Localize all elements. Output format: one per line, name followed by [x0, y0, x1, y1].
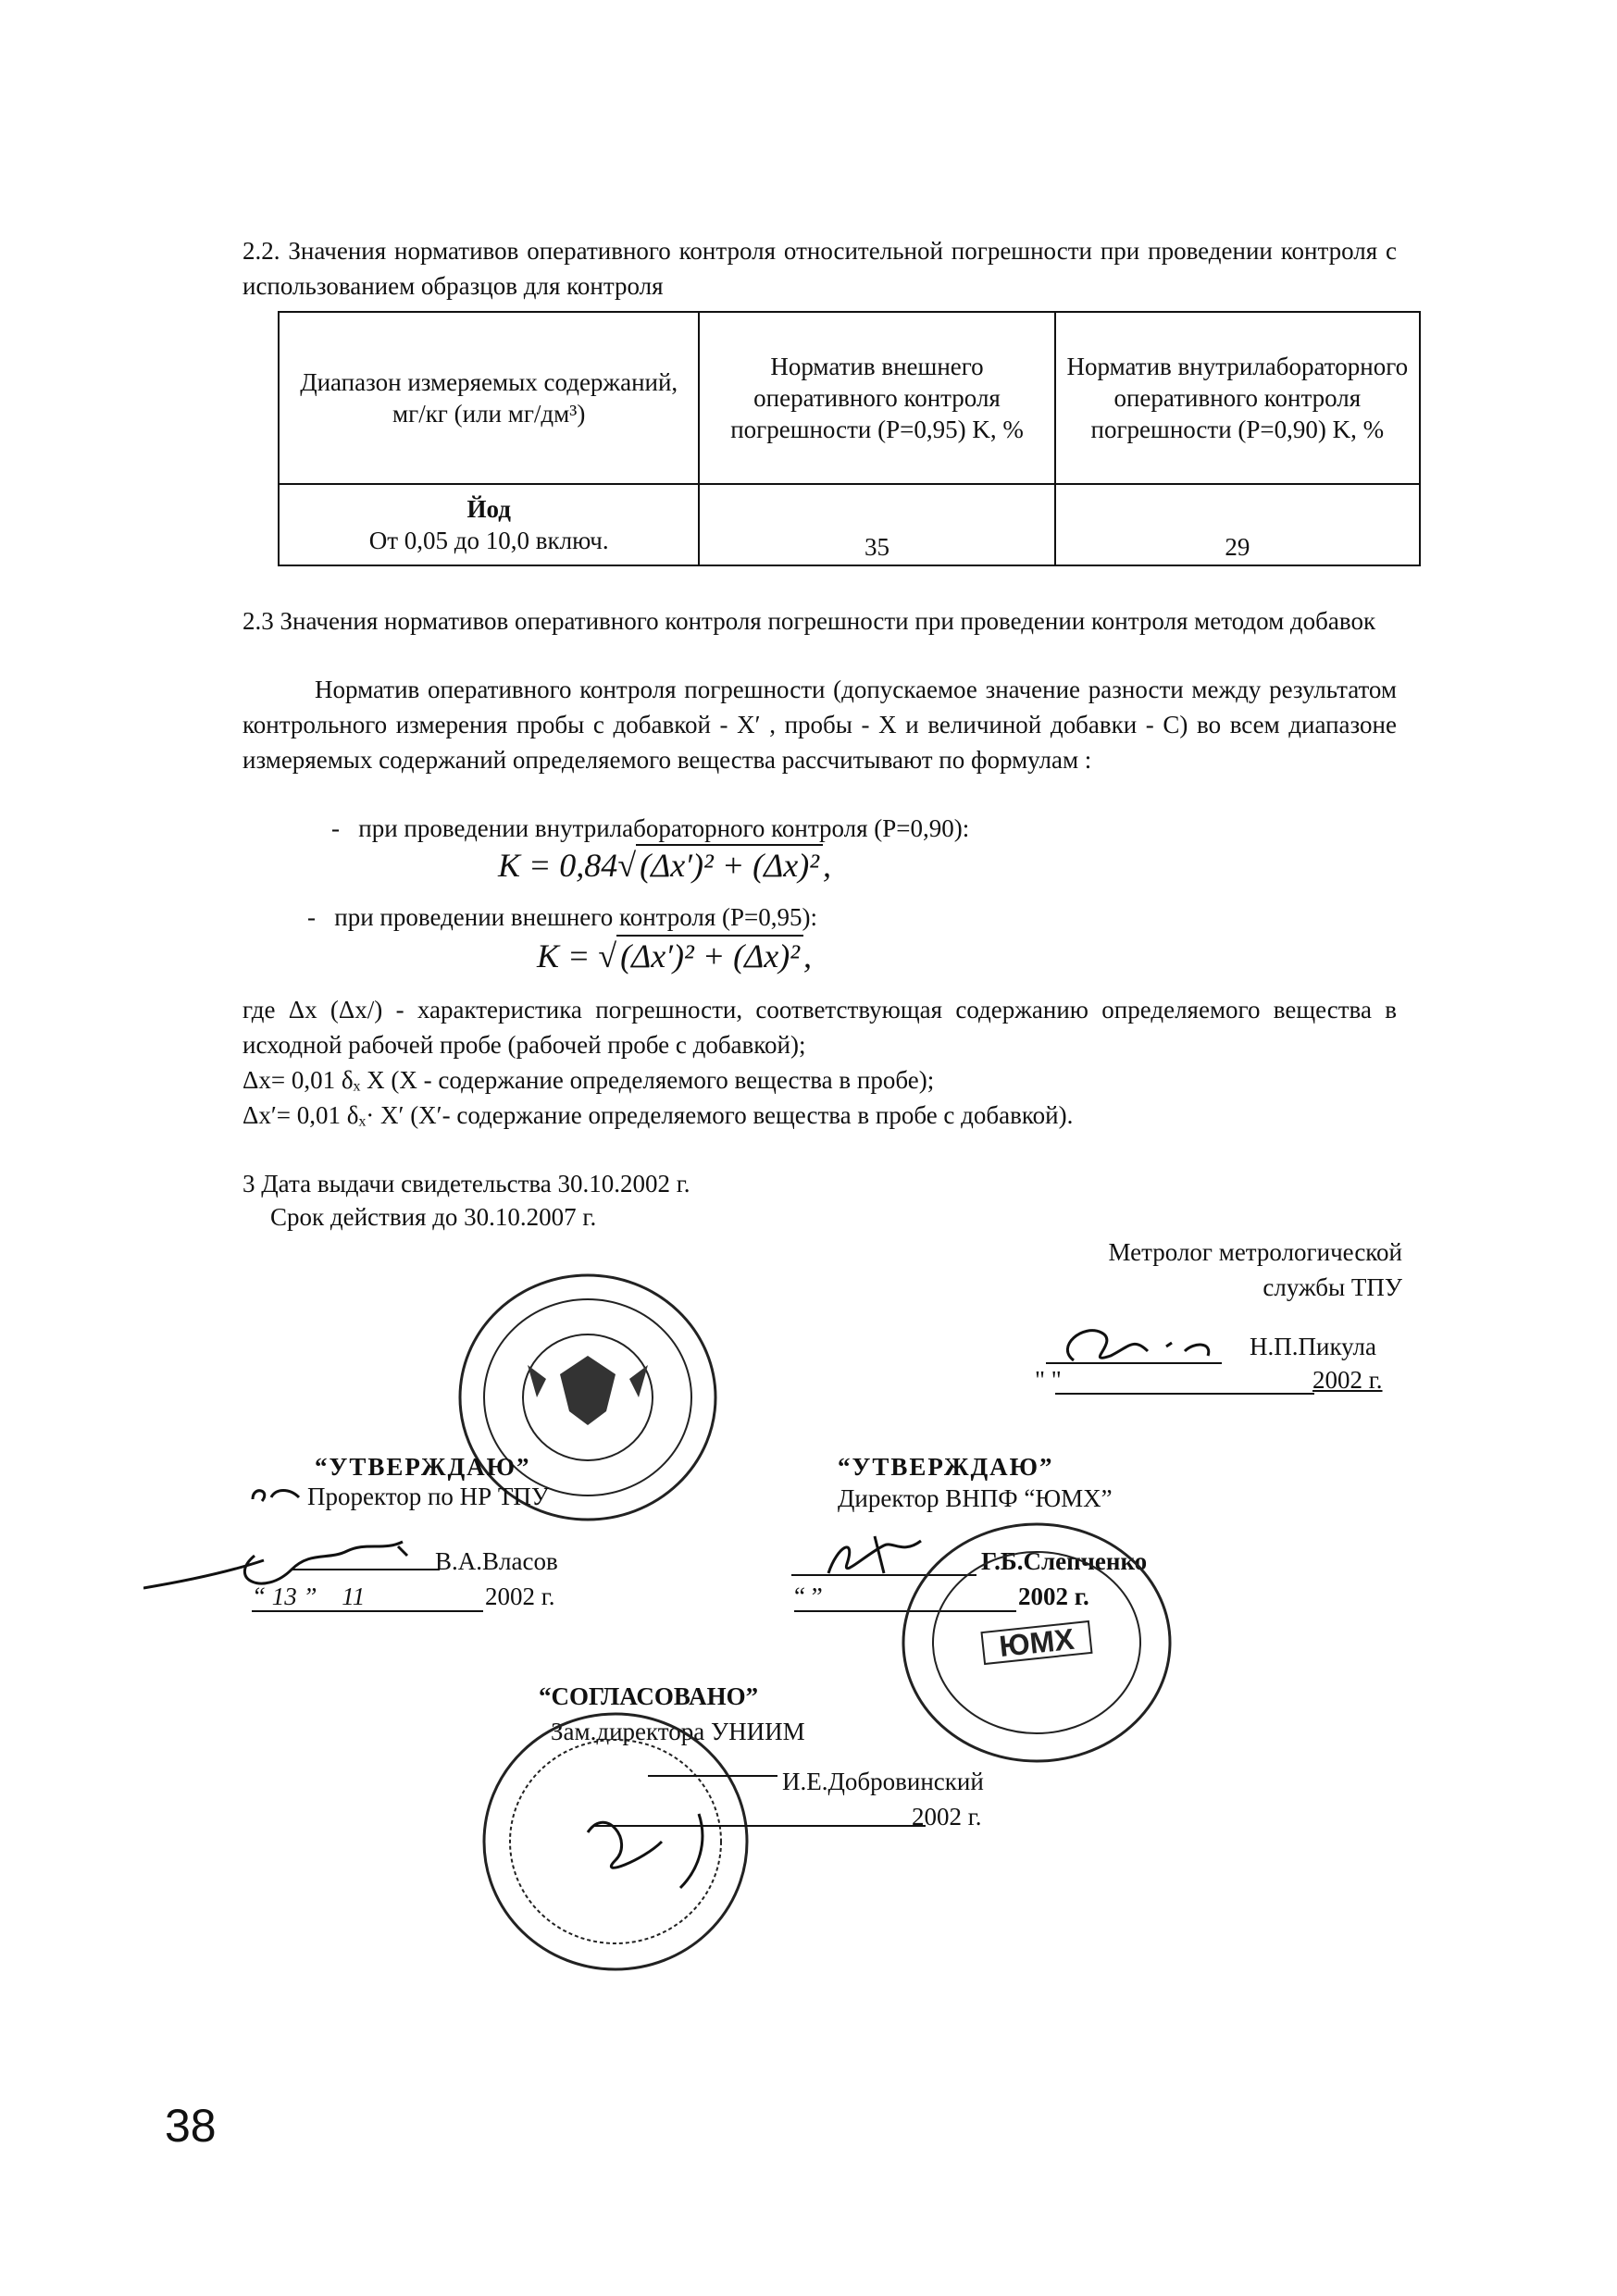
- yumkh-stamp: [898, 1518, 1175, 1768]
- valid-until: Срок действия до 30.10.2007 г.: [270, 1203, 597, 1231]
- row-external-value: 35: [699, 484, 1054, 565]
- approve-left-day: “ 13 ”: [252, 1582, 317, 1610]
- approve-left-date: [252, 1579, 365, 1614]
- approve-left-month: 11: [342, 1582, 366, 1610]
- metrologist-name: Н.П.Пикула: [1250, 1333, 1376, 1360]
- agreed-year: 2002 г.: [912, 1803, 982, 1831]
- approve-right-date-quotes: “ ”: [794, 1582, 823, 1610]
- bullet-external-text: при проведении внешнего контроля (P=0,95):: [334, 903, 818, 931]
- section-2-3-heading: 2.3 Значения нормативов оперативного контроля погрешности при проведении контроля методом добавок: [243, 607, 1376, 635]
- bullet-internal: [331, 811, 969, 846]
- where-text: где Δx (Δx/) - характеристика погрешности, соответствующая содержанию определяемого вещества в исходной рабочей пробе (рабочей пробе с добавкой);: [243, 996, 1397, 1059]
- metrologist-date-line: [1055, 1393, 1314, 1395]
- uniim-stamp: [477, 1703, 773, 1980]
- bullet-dash: -: [307, 903, 335, 931]
- approve-left-name: В.А.Власов: [435, 1547, 558, 1575]
- metrologist-signature: [1046, 1319, 1222, 1374]
- delta-x-prime: Δx′= 0,01 δₓ· X′ (X′- содержание определяемого вещества в пробе с добавкой).: [243, 1101, 1074, 1129]
- agreed-signature-line: [648, 1775, 777, 1777]
- approve-right-name: Г.Б.Слепченко: [981, 1547, 1148, 1575]
- approve-left-heading: “УТВЕРЖДАЮ”: [315, 1453, 531, 1481]
- approve-right-position: Директор ВНПФ “ЮМХ”: [838, 1484, 1113, 1512]
- formula-external: [537, 935, 812, 975]
- approve-left-position: Проректор по НР ТПУ: [307, 1483, 550, 1510]
- bullet-external: [307, 900, 817, 935]
- approve-right-heading: “УТВЕРЖДАЮ”: [838, 1453, 1054, 1481]
- bullet-dash: -: [331, 814, 359, 842]
- approve-right-year: 2002 г.: [1018, 1582, 1089, 1610]
- row-range-cell: [279, 484, 699, 565]
- col-internal-header: Норматив внутрилабораторного оперативного контроля погрешности (P=0,90) K, %: [1055, 312, 1420, 484]
- row-substance: Йод: [466, 495, 511, 523]
- formula-internal: [498, 844, 831, 885]
- col-range-header: Диапазон измеряемых содержаний, мг/кг (или мг/дм³): [279, 312, 699, 484]
- metrologist-title: [963, 1235, 1402, 1305]
- norm-table: [278, 311, 1421, 566]
- formula-internal-prefix: K = 0,84: [498, 847, 618, 884]
- row-internal-value: 29: [1055, 484, 1420, 565]
- section-2-3-paragraph: Норматив оперативного контроля погрешности (допускаемое значение разности между результатом контрольного измерения пробы с добавкой - X′ , пробы - X и величиной добавки - С) во всем диапазоне измеряемых содержаний определяемого вещества рассчитывают по формулам :: [243, 676, 1397, 774]
- agreed-position: Зам.директора УНИИМ: [551, 1718, 805, 1745]
- sqrt-sign: √: [617, 847, 637, 884]
- agreed-name: И.Е.Добровинский: [782, 1768, 984, 1795]
- table-row: [279, 484, 1420, 565]
- svg-text:ЮМХ: ЮМХ: [997, 1621, 1076, 1664]
- table-header-row: [279, 312, 1420, 484]
- metrologist-title-line2: службы ТПУ: [1263, 1273, 1402, 1301]
- formula-external-prefix: K =: [537, 937, 591, 974]
- section-2-2-heading: 2.2. Значения нормативов оперативного контроля относительной погрешности при проведении контроля с использованием образцов для контроля: [243, 237, 1397, 300]
- approve-left-date-line: [252, 1610, 483, 1612]
- issue-date: 3 Дата выдачи свидетельства 30.10.2002 г.: [243, 1170, 690, 1198]
- formula-internal-root: (Δx′)² + (Δx)²: [636, 844, 823, 885]
- formula-external-root: (Δx′)² + (Δx)²: [616, 935, 803, 975]
- agreed-heading: “СОГЛАСОВАНО”: [539, 1682, 759, 1710]
- col-external-header: Норматив внешнего оперативного контроля погрешности (P=0,95) K, %: [699, 312, 1054, 484]
- metrologist-title-line1: Метролог метрологической: [1108, 1238, 1402, 1266]
- row-range: От 0,05 до 10,0 включ.: [368, 527, 609, 554]
- page-number: 38: [165, 2100, 217, 2152]
- sqrt-sign: √: [598, 937, 617, 974]
- agreed-date-line: [592, 1825, 926, 1827]
- metrologist-year: 2002 г.: [1312, 1366, 1383, 1394]
- formula-external-suffix: ,: [803, 937, 812, 974]
- approve-left-initial: [248, 1481, 304, 1508]
- bullet-internal-text: при проведении внутрилабораторного контроля (P=0,90):: [358, 814, 970, 842]
- delta-x: Δx= 0,01 δₓ X (X - содержание определяемого вещества в пробе);: [243, 1066, 935, 1094]
- approve-left-year: 2002 г.: [485, 1582, 555, 1610]
- metrologist-date-quotes: " ": [1035, 1366, 1062, 1394]
- formula-internal-suffix: ,: [823, 847, 831, 884]
